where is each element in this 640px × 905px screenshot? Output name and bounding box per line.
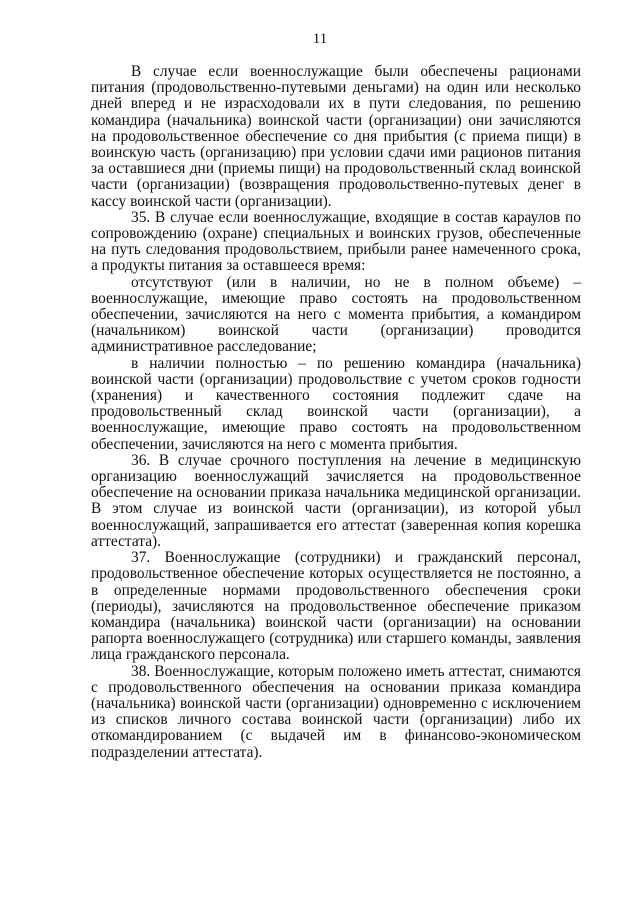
document-body — [91, 64, 581, 761]
paragraph-35-absent: отсутствуют (или в наличии, но не в полном объеме) – военнослужащие, имеющие право состоять на продовольственном обеспечении, зачисляются на него с момента прибытия, а командиром (начальником) воинской части (организации) проводится административное расследование; — [91, 273, 581, 356]
paragraph-rations-return: В случае если военнослужащие были обеспечены рационами питания (продовольственно-путевыми деньгами) на один или несколько дней вперед и не израсходовали их в пути следования, по решению командира (начальника) воинской части (организации) они зачисляются на продовольственное обеспечение со дня прибытия (с приема пищи) в воинскую часть (организацию) при условии сдачи ими рационов питания за оставшиеся дни (приемы пищи) на продовольственный склад воинской части (организации) (возвращения продовольственно-путевых денег в кассу воинской части (организации). — [91, 63, 581, 210]
paragraph-35: 35. В случае если военнослужащие, входящие в состав караулов по сопровождению (охране) специальных и воинских грузов, обеспеченные на путь следования продовольствием, прибыли ранее намеченного срока, а продукты питания за оставшееся время: — [91, 208, 581, 275]
page-number: 11 — [312, 31, 328, 47]
paragraph-36: 36. В случае срочного поступления на лечение в медицинскую организацию военнослужащий зачисляется на продовольственное обеспечение на основании приказа начальника медицинской организации. В этом случае из воинской части (организации), из которой убыл военнослужащий, запрашивается его аттестат (заверенная копия корешка аттестата). — [91, 451, 581, 550]
paragraph-35-present: в наличии полностью – по решению командира (начальника) воинской части (организации) продовольствие с учетом сроков годности (хранения) и качественного состояния подлежит сдаче на продовольственный склад воинской части (организации), а военнослужащие, имеющие право состоять на продовольственном обеспечении, зачисляются на него с момента прибытия. — [91, 354, 581, 453]
paragraph-38: 38. Военнослужащие, которым положено иметь аттестат, снимаются с продовольственного обеспечения на основании приказа командира (начальника) воинской части (организации) одновременно с исключением из списков личного состава воинской части (организации) либо их откомандированием (с выдачей им в финансово-экономическом подразделении аттестата). — [91, 662, 581, 761]
paragraph-37: 37. Военнослужащие (сотрудники) и гражданский персонал, продовольственное обеспечение которых осуществляется не постоянно, а в определенные нормами продовольственного обеспечения сроки (периоды), зачисляются на продовольственное обеспечение приказом командира (начальника) воинской части (организации) на основании рапорта военнослужащего (сотрудника) или старшего команды, заявления лица гражданского персонала. — [91, 549, 581, 664]
